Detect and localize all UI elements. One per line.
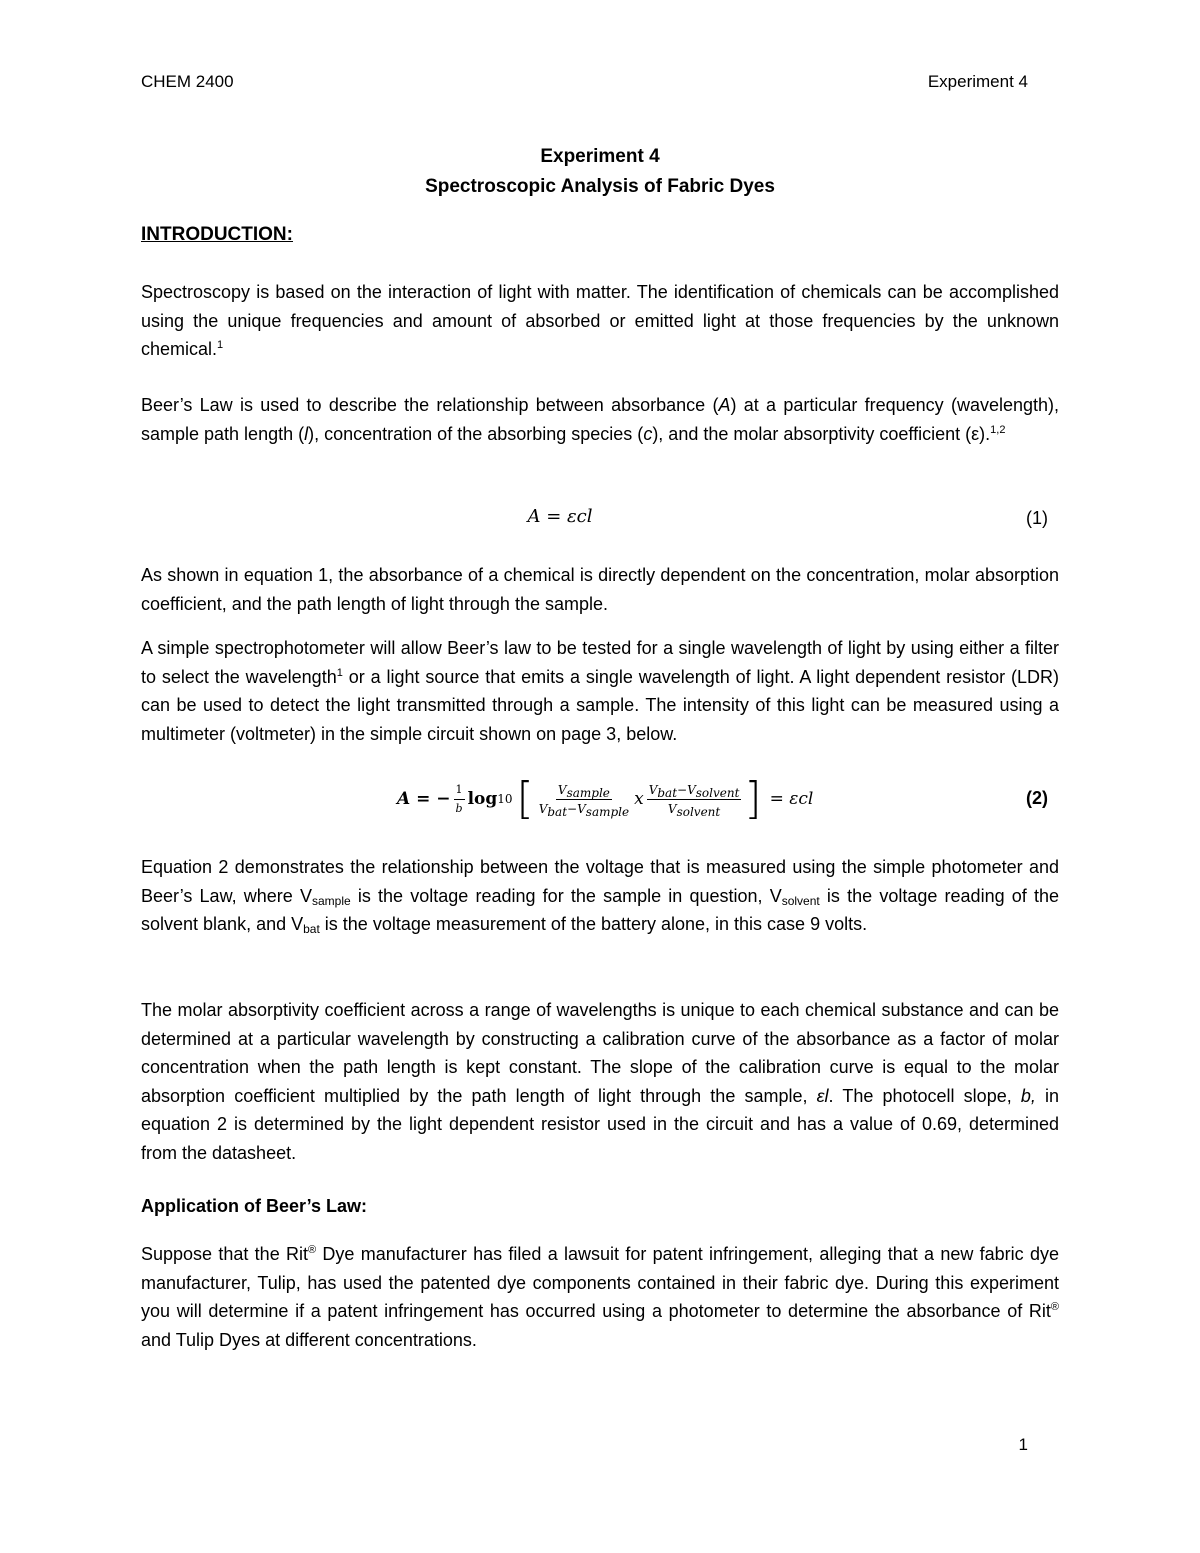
- application-heading: Application of Beer’s Law:: [141, 1196, 368, 1216]
- document-subtitle: Spectroscopic Analysis of Fabric Dyes: [425, 176, 775, 197]
- introduction-heading: INTRODUCTION:: [141, 224, 293, 245]
- citation-ref: 1,2: [990, 423, 1006, 436]
- equation-1-number: (1): [1026, 508, 1048, 528]
- equation-2: A = − $\frac{1}{b}$ log 10 [ $\frac{V_{sample}}{V_{bat}-V_{sample}}$ x $\frac{V_{bat}-V_{solvent}}{V_{solvent}}$ ] = εcl: [397, 773, 814, 824]
- paragraph-beers-law: Beer’s Law is used to describe the relationship between absorbance (A) at a particular frequency (wavelength), sample path length (l), concentration of the absorbing species (c), and the molar absorptivity coefficient (ε).$^{1,2}$: [141, 395, 1060, 444]
- paragraph-equation-1-explanation: As shown in equation 1, the absorbance of a chemical is directly dependent on the concentration, molar absorption coefficient, and the path length of light through the sample.: [141, 565, 1059, 614]
- equation-1: A = εcl: [527, 506, 593, 527]
- paragraph-absorptivity: The molar absorptivity coefficient across a range of wavelengths is unique to each chemical substance and can be determined at a particular wavelength by constructing a calibration curve of the absorbance as a factor of molar concentration when the path length is kept constant. The slope of the calibration curve is equal to the molar absorption coefficient multiplied by the path length of light through the sample, εl. The photocell slope, b, in equation 2 is determined by the light dependent resistor used in the circuit and has a value of 0.69, determined from the datasheet.: [141, 1000, 1060, 1163]
- header-experiment: Experiment 4: [927, 72, 1028, 91]
- citation-ref: 1: [217, 339, 224, 351]
- equation-2-number: (2): [1026, 788, 1048, 808]
- citation-ref: 1: [336, 666, 343, 679]
- paragraph-spectrophotometer: A simple spectrophotometer will allow Beer’s law to be tested for a single wavelength of light by using either a filter to select the wavelength$^1$ or a light source that emits a single wavelength of light. A light dependent resistor (LDR) can be used to detect the light transmitted through a sample. The intensity of this light can be measured using a multimeter (voltmeter) in the simple circuit shown on page 3, below.: [141, 638, 1059, 744]
- paragraph-equation-2-explanation: Equation 2 demonstrates the relationship between the voltage that is measured using the simple photometer and Beer’s Law, where $V_{sample}$ is the voltage reading for the sample in question, $V_{solvent}$ is the voltage reading of the solvent blank, and $V_{bat}$ is the voltage measurement of the battery alone, in this case 9 volts.: [141, 857, 1059, 936]
- paragraph-application: Suppose that the Rit® Dye manufacturer has filed a lawsuit for patent infringement, alleging that a new fabric dye manufacturer, Tulip, has used the patented dye components contained in their fabric dye. During this experiment you will determine if a patent infringement has occurred using a photometer to determine the absorbance of Rit® and Tulip Dyes at different concentrations.: [141, 1244, 1059, 1350]
- page-number: 1: [1018, 1435, 1028, 1454]
- document-title: Experiment 4: [540, 146, 660, 167]
- header-course: CHEM 2400: [141, 72, 234, 91]
- paragraph-spectroscopy: Spectroscopy is based on the interaction of light with matter. The identification of chemicals can be accomplished using the unique frequencies and amount of absorbed or emitted light at those frequencies by the unknown chemical.$^1$: [141, 282, 1059, 359]
